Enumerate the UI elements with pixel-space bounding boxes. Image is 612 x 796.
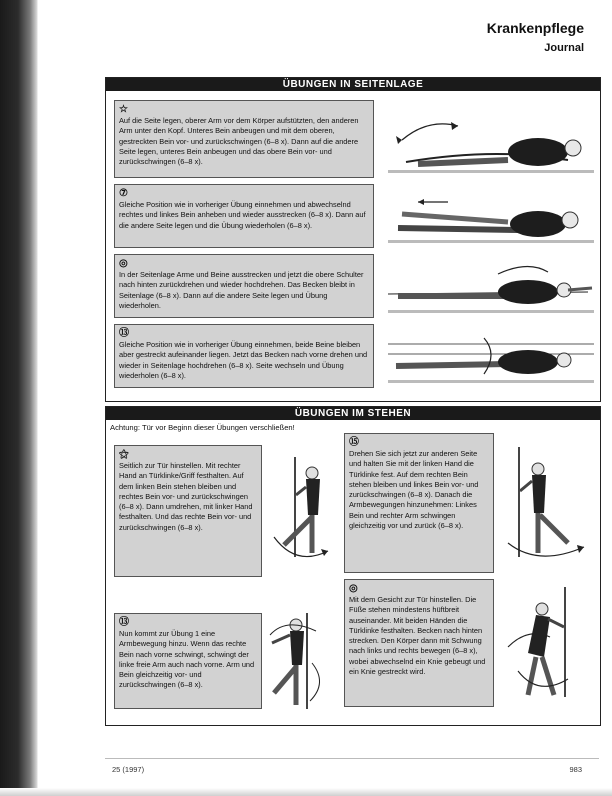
exercise-number: ◎ <box>119 258 128 269</box>
section-side-lying <box>105 77 601 402</box>
section-standing <box>105 406 601 726</box>
page-bottom-shadow <box>0 788 612 796</box>
page-number: 983 <box>569 765 582 774</box>
exercise-box <box>114 100 374 178</box>
exercise-text: Drehen Sie sich jetzt zur anderen Seite und halten Sie mit der linken Hand die Türklinke fest. Auf dem rechten Bein stehen bleiben und linkes Bein vor- und zurückschwingen (6–8 x). Danach die Armbewegungen hinzunehmen: Linkes Bein und rechter Arm schwingen gleichzeitig vor und zurück (6–8 x). <box>349 449 479 531</box>
exercise-number: ⑮ <box>349 437 359 448</box>
exercise-text: Seitlich zur Tür hinstellen. Mit rechter Hand an Türklinke/Griff festhalten. Auf dem linken Bein stehen bleiben und rechtes Bein vor- und zurückschwingen (6–8 x). Dann umdrehen, mit linker Hand festhalten. Und das rechte Bein vor- und zurückschwingen (6–8 x). <box>119 461 253 532</box>
exercise-number: ⚝ <box>119 449 129 460</box>
section-title: ÜBUNGEN IM STEHEN <box>106 407 600 420</box>
journal-subtitle: Journal <box>544 42 584 54</box>
issue-number: 25 (1997) <box>112 765 145 774</box>
exercise-text: Gleiche Position wie in vorheriger Übung einnehmen, beide Beine bleiben aber gestreckt aufeinander liegen. Jetzt das Becken nach vorne drehen und wieder in Seitenlage hochdrehen (6–8 x). Seite wechseln und Übung wiederholen (6–8 x). <box>119 340 368 380</box>
exercise-box <box>114 445 262 577</box>
standing-leg-swing-illustration <box>266 457 338 569</box>
exercise-number: ⑬ <box>119 328 129 339</box>
exercise-box <box>344 433 494 573</box>
side-lying-leg-swing-illustration <box>388 100 594 178</box>
standing-arm-leg-swing-illustration <box>266 613 338 713</box>
exercise-box <box>114 324 374 388</box>
footer-rule <box>105 758 599 759</box>
standing-hip-sway-illustration <box>498 587 596 707</box>
section-title: ÜBUNGEN IN SEITENLAGE <box>106 78 600 91</box>
exercise-text: In der Seitenlage Arme und Beine ausstrecken und jetzt die obere Schulter nach hinten zurückdrehen und wieder hochdrehen. Das Becken bleibt in Seitenlage (6–8 x). Dann auf die andere Seite legen und Übung wiederholen. <box>119 270 364 310</box>
side-lying-pelvis-turn-illustration <box>388 324 594 388</box>
exercise-text: Auf die Seite legen, oberer Arm vor dem Körper aufstützten, den anderen Arm unter den Kopf. Unteres Bein anbeugen und mit dem oberen, gestreckten Bein vor- und zurückschwingen (6–8 x). Dann auf die andere Seite legen, unteres Bein anbeugen und das obere Bein vor- und zurückschwingen (6–8 x). <box>119 116 359 167</box>
exercise-text: Mit dem Gesicht zur Tür hinstellen. Die Füße stehen mindestens hüftbreit auseinander. Mit beiden Händen die Türklinke festhalten. Becken nach hinten strecken. Den Körper dann mit Schwung nach links und rechts bewegen (6–8 x), wobei abwechselnd ein Knie gebeugt und ein Knie gestreckt wird. <box>349 595 486 677</box>
exercise-text: Nun kommt zur Übung 1 eine Armbewegung hinzu. Wenn das rechte Bein nach vorne schwingt, schwingt der linke freie Arm auch nach vorne. Arm und Bein gleichzeitig vor- und zurückschwingen (6–8 x). <box>119 629 255 690</box>
page-gutter-shadow <box>0 0 38 796</box>
exercise-number: ⑬ <box>119 617 129 628</box>
exercise-box <box>114 254 374 318</box>
side-lying-leg-lift-illustration <box>388 184 594 248</box>
warning-text: Achtung: Tür vor Beginn dieser Übungen verschließen! <box>110 423 295 432</box>
standing-other-side-swing-illustration <box>498 447 596 567</box>
exercise-number: ☆ <box>119 104 128 115</box>
exercise-box <box>114 613 262 709</box>
exercise-number: ⑦ <box>119 188 128 199</box>
journal-title: Krankenpflege <box>486 20 584 36</box>
exercise-box <box>344 579 494 707</box>
exercise-box <box>114 184 374 248</box>
side-lying-shoulder-turn-illustration <box>388 254 594 318</box>
exercise-text: Gleiche Position wie in vorheriger Übung einnehmen und abwechselnd rechtes und linkes Bein anheben und wieder ausstrecken (6–8 x). Dann auf die andere Seite legen und die Übung wiederholen (6–8 x). <box>119 200 366 230</box>
exercise-number: ◎ <box>349 583 358 594</box>
